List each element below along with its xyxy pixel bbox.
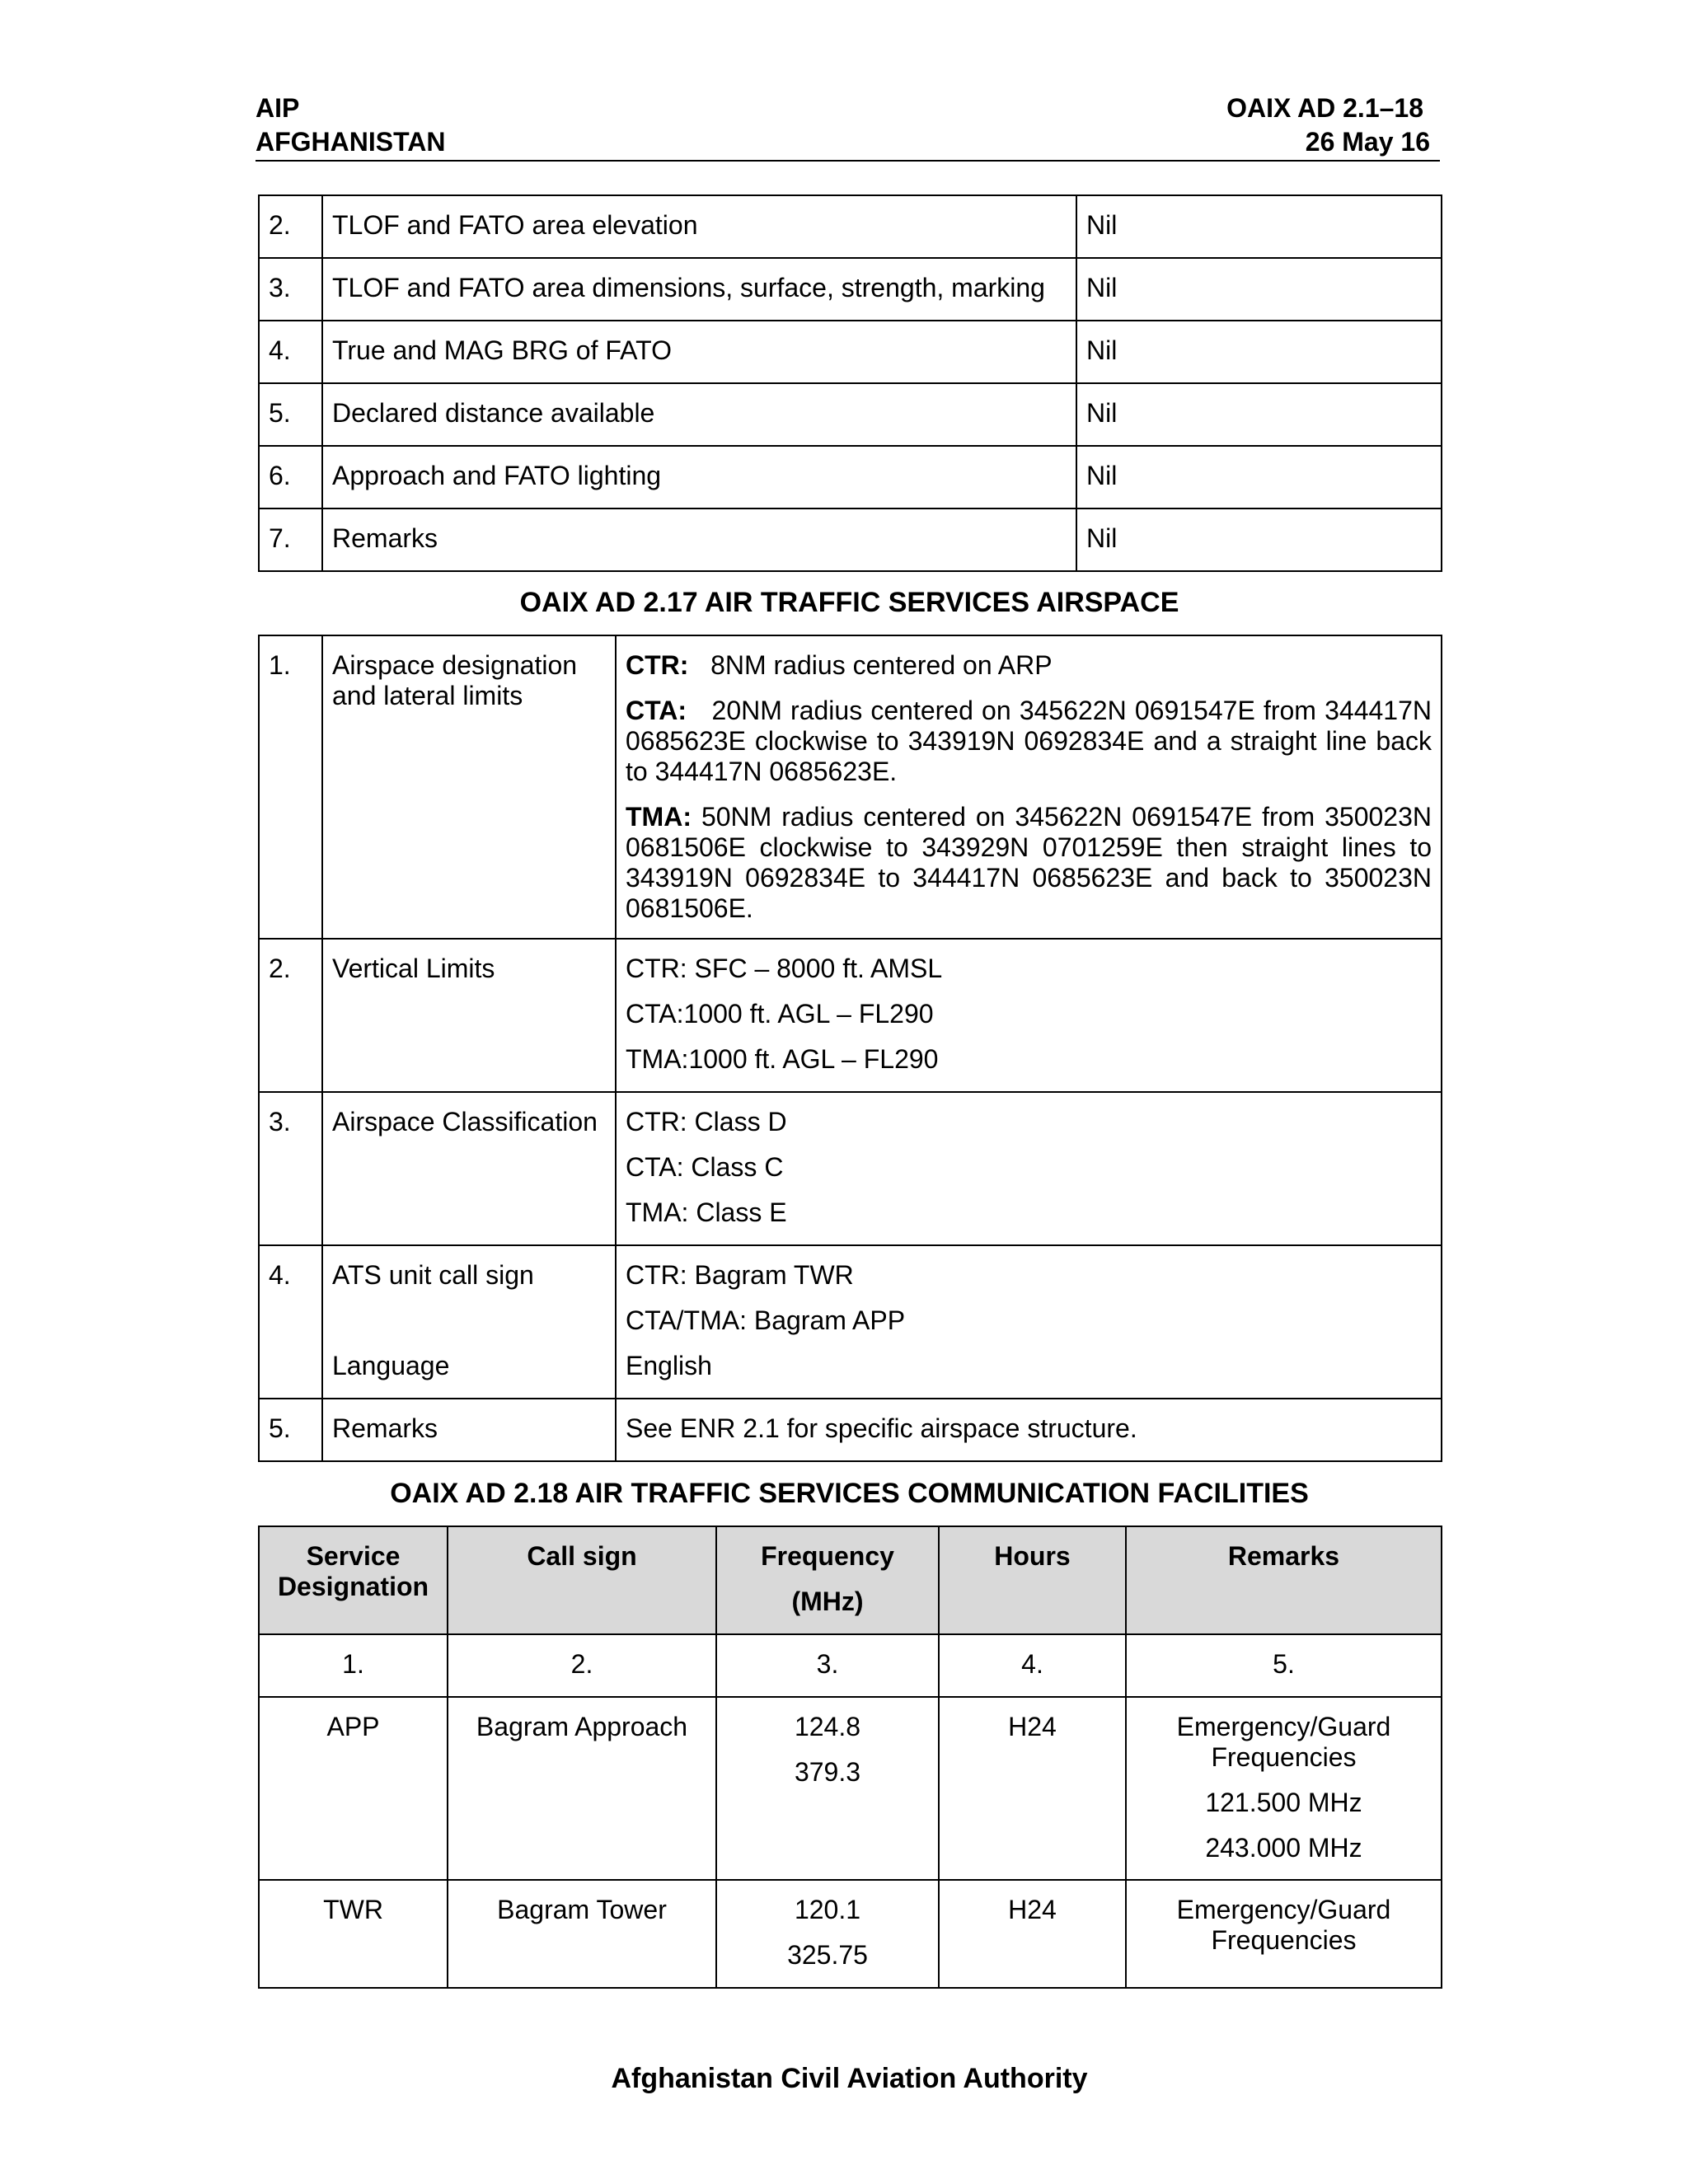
row-value: Nil xyxy=(1076,258,1442,321)
ctr-label: CTR: xyxy=(626,650,689,680)
classification-line: CTR: Class D xyxy=(626,1107,787,1137)
row-value: Nil xyxy=(1076,446,1442,509)
hours: H24 xyxy=(939,1880,1126,1988)
section-title-airspace: OAIX AD 2.17 AIR TRAFFIC SERVICES AIRSPACE xyxy=(519,587,1179,618)
row-label: Declared distance available xyxy=(322,383,1076,446)
column-number: 3. xyxy=(716,1634,939,1697)
row-label: True and MAG BRG of FATO xyxy=(322,321,1076,383)
remarks-frequency: 243.000 MHz xyxy=(1205,1833,1362,1863)
row-number: 6. xyxy=(259,446,322,509)
row-number: 1. xyxy=(259,635,322,939)
col-header-remarks: Remarks xyxy=(1126,1526,1442,1634)
remarks-text: Emergency/Guard Frequencies xyxy=(1176,1712,1391,1772)
cta-text: 20NM radius centered on 345622N 0691547E from 344417N 0685623E clockwise to 343919N 0692834E and a straight line back to 344417N 0685623E. xyxy=(626,696,1432,786)
frequency-cell xyxy=(716,1697,939,1880)
vertical-limit-line: CTA:1000 ft. AGL – FL290 xyxy=(626,999,934,1029)
lateral-limits-cell xyxy=(616,635,1442,939)
vertical-limits-cell xyxy=(616,939,1442,1092)
cta-limit xyxy=(626,696,1432,787)
tma-text: 50NM radius centered on 345622N 0691547E from 350023N 0681506E clockwise to 343929N 0701259E then straight lines to 343919N 0692834E to 344417N 0685623E and back to 350023N 0681506E. xyxy=(626,802,1432,923)
frequency-header-unit: (MHz) xyxy=(791,1586,864,1616)
header-date: 26 May 16 xyxy=(1305,127,1430,157)
row-number: 7. xyxy=(259,509,322,571)
callsign-line: CTA/TMA: Bagram APP xyxy=(626,1305,906,1335)
header-page-ref: OAIX AD 2.1–18 xyxy=(1226,93,1423,123)
table-row xyxy=(259,195,1442,258)
row-number: 2. xyxy=(259,939,322,1092)
service-designation: APP xyxy=(259,1697,448,1880)
row-label-language: Language xyxy=(332,1351,450,1380)
row-label: Remarks xyxy=(322,1399,616,1461)
frequency-value: 124.8 xyxy=(794,1712,861,1741)
header-rule xyxy=(256,160,1440,162)
hours: H24 xyxy=(939,1697,1126,1880)
ctr-text: 8NM radius centered on ARP xyxy=(710,650,1053,680)
row-number: 3. xyxy=(259,1092,322,1245)
header-aip: AIP xyxy=(256,93,300,123)
table-row xyxy=(259,321,1442,383)
tma-limit xyxy=(626,802,1432,924)
callsign-cell xyxy=(616,1245,1442,1399)
row-value: See ENR 2.1 for specific airspace structure. xyxy=(616,1399,1442,1461)
remarks-text: Emergency/Guard Frequencies xyxy=(1126,1880,1442,1988)
frequency-value: 325.75 xyxy=(787,1940,868,1970)
vertical-limit-line: CTR: SFC – 8000 ft. AMSL xyxy=(626,954,943,983)
classification-line: CTA: Class C xyxy=(626,1152,784,1182)
cta-label: CTA: xyxy=(626,696,687,725)
table-row xyxy=(259,1245,1442,1399)
remarks-cell xyxy=(1126,1697,1442,1880)
row-number: 4. xyxy=(259,1245,322,1399)
row-number: 5. xyxy=(259,383,322,446)
column-number: 4. xyxy=(939,1634,1126,1697)
frequency-value: 379.3 xyxy=(794,1757,861,1787)
col-header-callsign: Call sign xyxy=(448,1526,716,1634)
callsign-line: CTR: Bagram TWR xyxy=(626,1260,854,1290)
table-row xyxy=(259,509,1442,571)
row-number: 2. xyxy=(259,195,322,258)
tma-label: TMA: xyxy=(626,802,692,832)
classification-line: TMA: Class E xyxy=(626,1197,787,1227)
row-label: Airspace Classification xyxy=(322,1092,616,1245)
column-number-row xyxy=(259,1634,1442,1697)
section-title-comms: OAIX AD 2.18 AIR TRAFFIC SERVICES COMMUNICATION FACILITIES xyxy=(390,1478,1309,1509)
table-row xyxy=(259,635,1442,939)
frequency-header-label: Frequency xyxy=(761,1541,894,1571)
frequency-cell xyxy=(716,1880,939,1988)
row-value: Nil xyxy=(1076,321,1442,383)
column-number: 1. xyxy=(259,1634,448,1697)
remarks-frequency: 121.500 MHz xyxy=(1205,1788,1362,1817)
frequency-value: 120.1 xyxy=(794,1895,861,1924)
col-header-hours: Hours xyxy=(939,1526,1126,1634)
row-label: Approach and FATO lighting xyxy=(322,446,1076,509)
col-header-frequency xyxy=(716,1526,939,1634)
row-number: 4. xyxy=(259,321,322,383)
table-row xyxy=(259,939,1442,1092)
heliport-table xyxy=(258,194,1442,572)
row-label: TLOF and FATO area dimensions, surface, strength, marking xyxy=(322,258,1076,321)
table-row xyxy=(259,1697,1442,1880)
col-header-service: Service Designation xyxy=(259,1526,448,1634)
classification-cell xyxy=(616,1092,1442,1245)
vertical-limit-line: TMA:1000 ft. AGL – FL290 xyxy=(626,1044,939,1074)
call-sign: Bagram Tower xyxy=(448,1880,716,1988)
row-number: 3. xyxy=(259,258,322,321)
table-row xyxy=(259,446,1442,509)
table-row xyxy=(259,1092,1442,1245)
comms-table xyxy=(258,1526,1442,1989)
row-label: Airspace designation and lateral limits xyxy=(322,635,616,939)
row-value: Nil xyxy=(1076,383,1442,446)
call-sign: Bagram Approach xyxy=(448,1697,716,1880)
row-label: Remarks xyxy=(322,509,1076,571)
airspace-table xyxy=(258,635,1442,1462)
table-row xyxy=(259,258,1442,321)
row-value: Nil xyxy=(1076,195,1442,258)
row-label: Vertical Limits xyxy=(322,939,616,1092)
footer-authority: Afghanistan Civil Aviation Authority xyxy=(611,2063,1088,2094)
service-designation: TWR xyxy=(259,1880,448,1988)
column-number: 2. xyxy=(448,1634,716,1697)
table-header-row xyxy=(259,1526,1442,1634)
language-value: English xyxy=(626,1351,712,1380)
table-row xyxy=(259,1880,1442,1988)
header-country: AFGHANISTAN xyxy=(256,127,446,157)
row-number: 5. xyxy=(259,1399,322,1461)
row-label: ATS unit call sign xyxy=(332,1260,534,1290)
table-row xyxy=(259,383,1442,446)
row-value: Nil xyxy=(1076,509,1442,571)
table-row xyxy=(259,1399,1442,1461)
row-label: TLOF and FATO area elevation xyxy=(322,195,1076,258)
column-number: 5. xyxy=(1126,1634,1442,1697)
ctr-limit xyxy=(626,650,1432,681)
row-label-cell xyxy=(322,1245,616,1399)
